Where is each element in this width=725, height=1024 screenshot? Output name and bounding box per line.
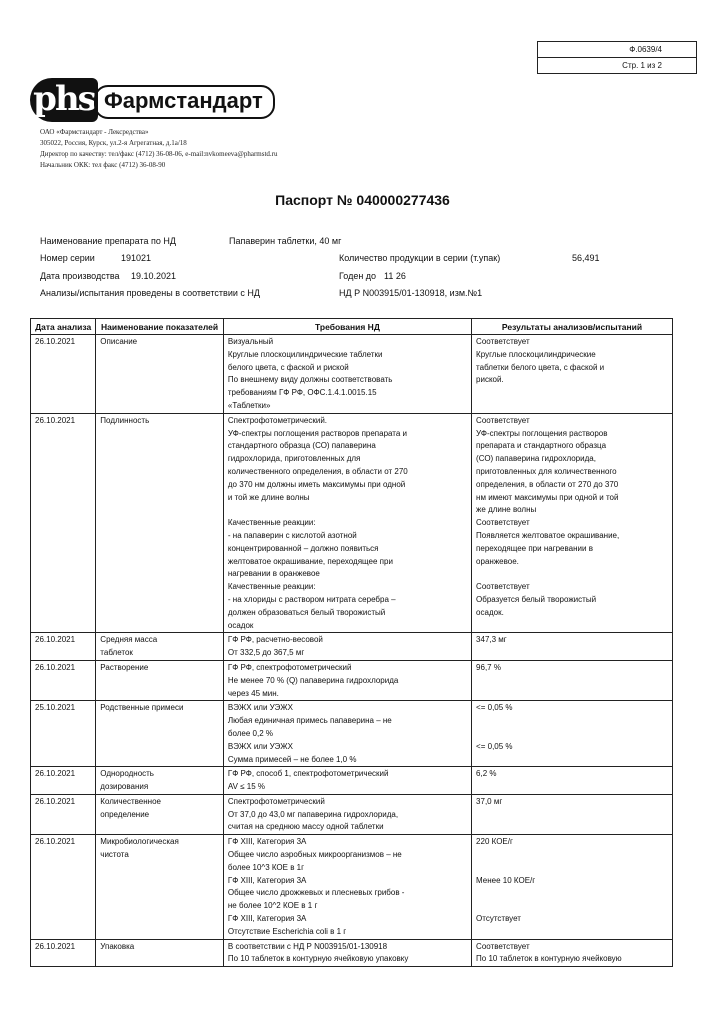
- cell-result: 96,7 %: [472, 660, 673, 700]
- company-details: [40, 127, 277, 171]
- table-row: [31, 633, 673, 661]
- cell-indicator: Количественное определение: [96, 794, 224, 834]
- form-code-box: [537, 41, 697, 74]
- cell-result: Соответствует По 10 таблеток в контурную ячейковую: [472, 939, 673, 967]
- cell-indicator: Родственные примеси: [96, 701, 224, 767]
- cell-requirement: Спектрофотометрический. УФ-спектры поглощения растворов препарата и стандартного образца (СО) папаверина гидрохлорида, приготовленных для количественного определения, в области от 270 до 370 нм должны иметь максимумы при одной и той же длине волны Качественные реакции: - на папаверин с кислотой азотной концентрированной – должно появиться желтоватое окрашивание, переходящее при нагревании в оранжевое Качественные реакции: - на хлориды с раствором нитрата серебра – должен образоваться белый творожистый осадок: [223, 413, 471, 633]
- cell-date: 26.10.2021: [31, 633, 96, 661]
- cell-date: 26.10.2021: [31, 835, 96, 939]
- valid-until-value: 11 26: [384, 271, 406, 281]
- cell-indicator: Микробиологическая чистота: [96, 835, 224, 939]
- page-title: Паспорт № 040000277436: [275, 192, 450, 208]
- header-date: Дата анализа: [31, 319, 96, 335]
- cell-requirement: ГФ XIII, Категория 3А Общее число аэробных микроорганизмов – не более 10^3 КОЕ в 1г ГФ XIII, Категория 3А Общее число дрожжевых и плесневых грибов - не более 10^2 КОЕ в 1 г ГФ XIII, Категория 3А Отсутствие Escherichia coli в 1 г: [223, 835, 471, 939]
- logo-wordmark: Фармстандарт: [94, 85, 275, 119]
- product-name-label: Наименование препарата по НД: [40, 236, 176, 246]
- header-results: Результаты анализов/испытаний: [472, 319, 673, 335]
- product-name-value: Папаверин таблетки, 40 мг: [229, 236, 342, 246]
- cell-result: <= 0,05 % <= 0,05 %: [472, 701, 673, 767]
- table-row: [31, 794, 673, 834]
- cell-requirement: ГФ РФ, способ 1, спектрофотометрический AV ≤ 15 %: [223, 767, 471, 795]
- cell-result: 347,3 мг: [472, 633, 673, 661]
- company-logo: [30, 78, 275, 122]
- cell-indicator: Средняя масса таблеток: [96, 633, 224, 661]
- table-row: [31, 701, 673, 767]
- cell-date: 26.10.2021: [31, 660, 96, 700]
- results-table: [30, 318, 673, 967]
- cell-result: 6,2 %: [472, 767, 673, 795]
- cell-date: 25.10.2021: [31, 701, 96, 767]
- company-address: 305022, Россия, Курск, ул.2-я Агрегатная, д.1а/18: [40, 139, 187, 147]
- cell-indicator: Однородность дозирования: [96, 767, 224, 795]
- nd-label: Анализы/испытания проведены в соответствии с НД: [40, 288, 260, 298]
- nd-value: НД Р N003915/01-130918, изм.№1: [339, 288, 483, 298]
- table-row: [31, 939, 673, 967]
- cell-result: 37,0 мг: [472, 794, 673, 834]
- cell-requirement: Спектрофотометрический От 37,0 до 43,0 мг папаверина гидрохлорида, считая на среднюю массу одной таблетки: [223, 794, 471, 834]
- cell-requirement: Визуальный Круглые плоскоцилиндрические таблетки белого цвета, с фаской и риской По внешнему виду должны соответствовать требованиям ГФ РФ, ОФС.1.4.1.0015.15 «Таблетки»: [223, 335, 471, 414]
- cell-requirement: В соответствии с НД Р N003915/01-130918 По 10 таблеток в контурную ячейковую упаковку: [223, 939, 471, 967]
- table-row: [31, 767, 673, 795]
- cell-date: 26.10.2021: [31, 767, 96, 795]
- cell-indicator: Подлинность: [96, 413, 224, 633]
- quantity-value: 56,491: [572, 253, 600, 263]
- cell-date: 26.10.2021: [31, 335, 96, 414]
- table-row: [31, 335, 673, 414]
- cell-result: Соответствует УФ-спектры поглощения растворов препарата и стандартного образца (СО) папаверина гидрохлорида, приготовленных для количественного определения, в области от 270 до 370 нм имеют максимумы при одной и той же длине волны Соответствует Появляется желтоватое окрашивание, переходящее при нагревании в оранжевое. Соответствует Образуется белый творожистый осадок.: [472, 413, 673, 633]
- header-requirements: Требования НД: [223, 319, 471, 335]
- header-indicator: Наименование показателей: [96, 319, 224, 335]
- logo-mark: phs: [30, 78, 98, 122]
- valid-until-label: Годен до: [339, 271, 377, 281]
- page-number: Стр. 1 из 2: [538, 57, 696, 73]
- table-header-row: [31, 319, 673, 335]
- cell-result: 220 КОЕ/г Менее 10 КОЕ/г Отсутствует: [472, 835, 673, 939]
- cell-indicator: Растворение: [96, 660, 224, 700]
- table-row: [31, 835, 673, 939]
- company-name: ОАО «Фармстандарт - Лексредства»: [40, 128, 149, 136]
- cell-requirement: ГФ РФ, спектрофотометрический Не менее 70 % (Q) папаверина гидрохлорида через 45 мин.: [223, 660, 471, 700]
- okk-head-contact: Начальник ОКК: тел факс (4712) 36-08-90: [40, 161, 166, 169]
- cell-requirement: ВЭЖХ или УЭЖХ Любая единичная примесь папаверина – не более 0,2 % ВЭЖХ или УЭЖХ Сумма примесей – не более 1,0 %: [223, 701, 471, 767]
- production-date-value: 19.10.2021: [131, 271, 177, 281]
- cell-indicator: Упаковка: [96, 939, 224, 967]
- series-label: Номер серии: [40, 253, 95, 263]
- cell-indicator: Описание: [96, 335, 224, 414]
- cell-result: Соответствует Круглые плоскоцилиндрические таблетки белого цвета, с фаской и риской.: [472, 335, 673, 414]
- cell-date: 26.10.2021: [31, 939, 96, 967]
- quality-director-contact: Директор по качеству: тел/факс (4712) 36-08-06, e-mail:nvkomeeva@pharmstd.ru: [40, 150, 278, 158]
- cell-date: 26.10.2021: [31, 413, 96, 633]
- table-row: [31, 660, 673, 700]
- cell-requirement: ГФ РФ, расчетно-весовой От 332,5 до 367,5 мг: [223, 633, 471, 661]
- quantity-label: Количество продукции в серии (т.упак): [339, 253, 501, 263]
- production-date-label: Дата производства: [40, 271, 120, 281]
- series-value: 191021: [121, 253, 152, 263]
- table-row: [31, 413, 673, 633]
- form-code: Ф.0639/4: [629, 45, 662, 54]
- cell-date: 26.10.2021: [31, 794, 96, 834]
